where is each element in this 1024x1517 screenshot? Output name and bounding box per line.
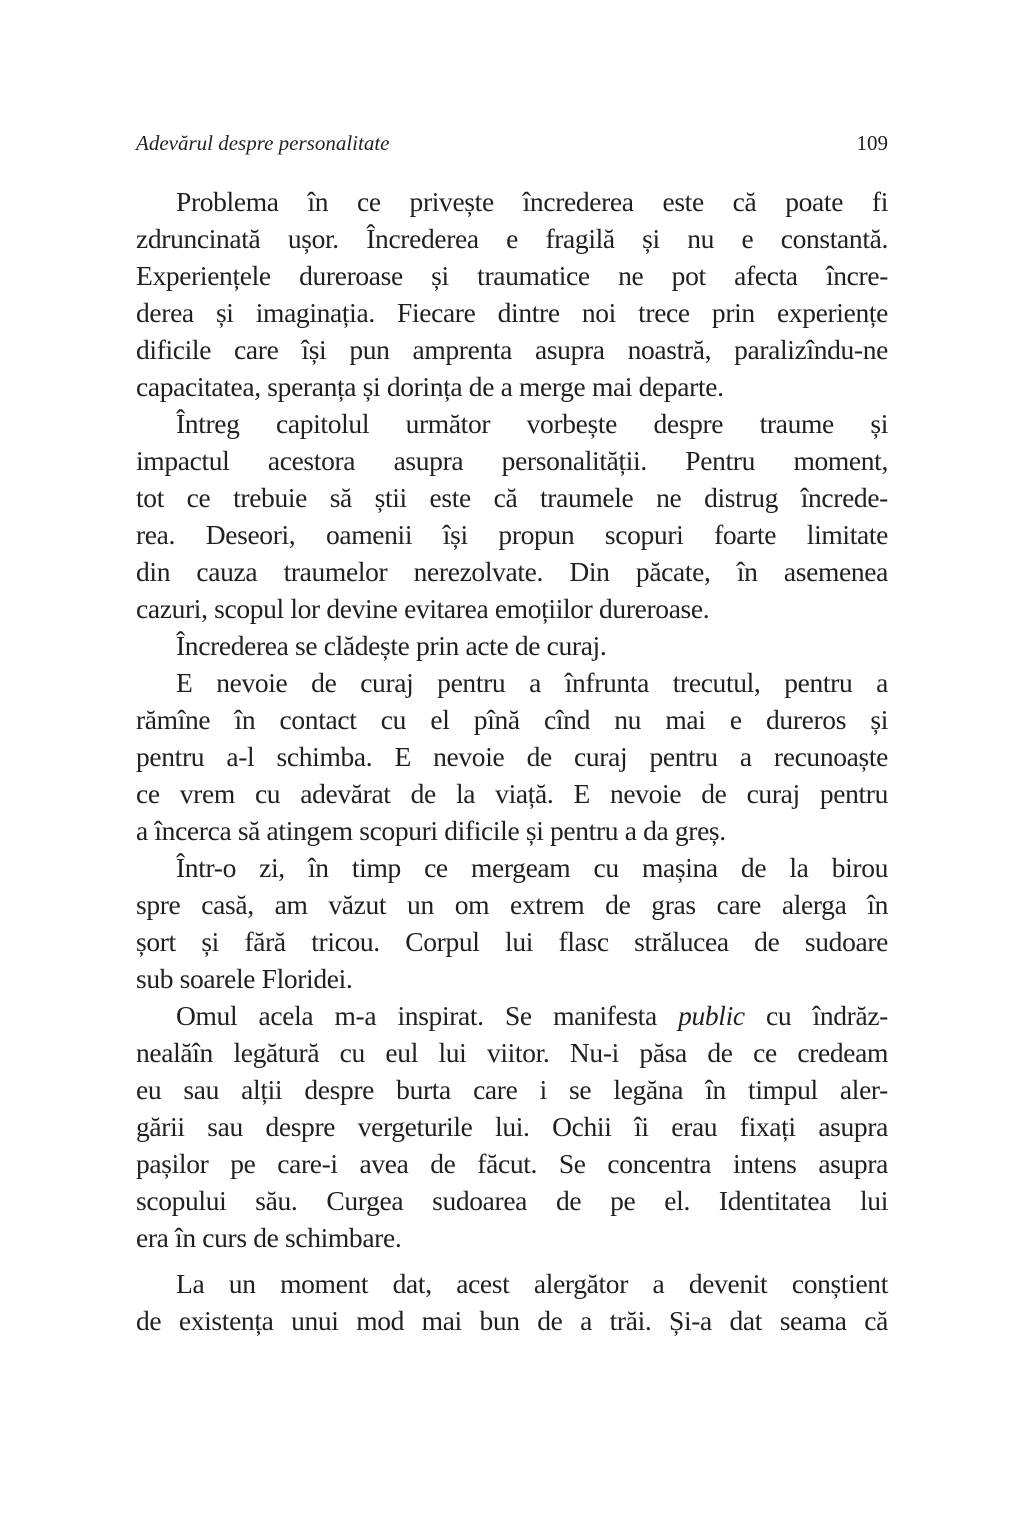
text-line: derea și imaginația. Fiecare dintre noi trece prin experiențe xyxy=(136,297,888,328)
text-line: Întreg capitolul următor vorbește despre traume și xyxy=(176,408,888,439)
paragraph xyxy=(136,664,888,849)
text-line: din cauza traumelor nerezolvate. Din păcate, în asemenea xyxy=(136,556,888,587)
text-line: eu sau alții despre burta care i se legăna în timpul aler- xyxy=(136,1074,888,1105)
text-line: zdruncinată ușor. Încrederea e fragilă și nu e constantă. xyxy=(136,223,888,254)
paragraph-gap xyxy=(136,1256,888,1265)
text-line: Într-o zi, în timp ce mergeam cu mașina de la birou xyxy=(176,852,888,883)
body-text xyxy=(136,183,888,1339)
text-line: Problema în ce privește încrederea este că poate fi xyxy=(176,186,888,217)
text-line: pașilor pe care-i avea de făcut. Se concentra intens asupra xyxy=(136,1148,888,1179)
text-line: Experiențele dureroase și traumatice ne pot afecta încre- xyxy=(136,260,888,291)
text-line: rămîne în contact cu el pînă cînd nu mai e dureros și xyxy=(136,704,888,735)
text-line: dificile care își pun amprenta asupra noastră, paralizîndu-ne xyxy=(136,334,888,365)
paragraph xyxy=(136,849,888,997)
paragraph xyxy=(136,183,888,405)
text-line: era în curs de schimbare. xyxy=(136,1222,402,1253)
text-line: sub soarele Floridei. xyxy=(136,963,353,994)
text-line: impactul acestora asupra personalității. Pentru moment, xyxy=(136,445,888,476)
paragraph xyxy=(136,627,888,664)
text-line: a încerca să atingem scopuri dificile și pentru a da greș. xyxy=(136,815,726,846)
running-title: Adevărul despre personalitate xyxy=(136,131,390,155)
page-number: 109 xyxy=(856,131,888,155)
paragraph xyxy=(136,405,888,627)
text-line: ce vrem cu adevărat de la viață. E nevoie de curaj pentru xyxy=(136,778,888,809)
text-line: cazuri, scopul lor devine evitarea emoțiilor dureroase. xyxy=(136,593,710,624)
running-header xyxy=(136,127,888,159)
text-line: pentru a-l schimba. E nevoie de curaj pentru a recunoaște xyxy=(136,741,888,772)
text-run: cu îndrăz- xyxy=(744,1000,888,1031)
text-line: rea. Deseori, oamenii își propun scopuri foarte limitate xyxy=(136,519,888,550)
text-line: tot ce trebuie să știi este că traumele ne distrug încrede- xyxy=(136,482,888,513)
text-line xyxy=(136,997,888,1034)
paragraph xyxy=(136,997,888,1256)
italic-emphasis: public xyxy=(678,1000,745,1031)
text-line: șort și fără tricou. Corpul lui flasc strălucea de sudoare xyxy=(136,926,888,957)
text-line: de existența unui mod mai bun de a trăi. Și-a dat seama că xyxy=(136,1305,888,1336)
text-run: Omul acela m-a inspirat. Se manifesta xyxy=(176,1000,679,1031)
paragraph xyxy=(136,1265,888,1339)
text-line: spre casă, am văzut un om extrem de gras care alerga în xyxy=(136,889,888,920)
text-line: nealăîn legătură cu eul lui viitor. Nu-i păsa de ce credeam xyxy=(136,1037,888,1068)
text-line: Încrederea se clădește prin acte de curaj. xyxy=(176,630,607,661)
text-line: La un moment dat, acest alergător a devenit conștient xyxy=(176,1268,888,1299)
text-line: gării sau despre vergeturile lui. Ochii îi erau fixați asupra xyxy=(136,1111,888,1142)
text-line: scopului său. Curgea sudoarea de pe el. Identitatea lui xyxy=(136,1185,888,1216)
text-line: capacitatea, speranța și dorința de a merge mai departe. xyxy=(136,371,724,402)
text-line: E nevoie de curaj pentru a înfrunta trecutul, pentru a xyxy=(176,667,888,698)
